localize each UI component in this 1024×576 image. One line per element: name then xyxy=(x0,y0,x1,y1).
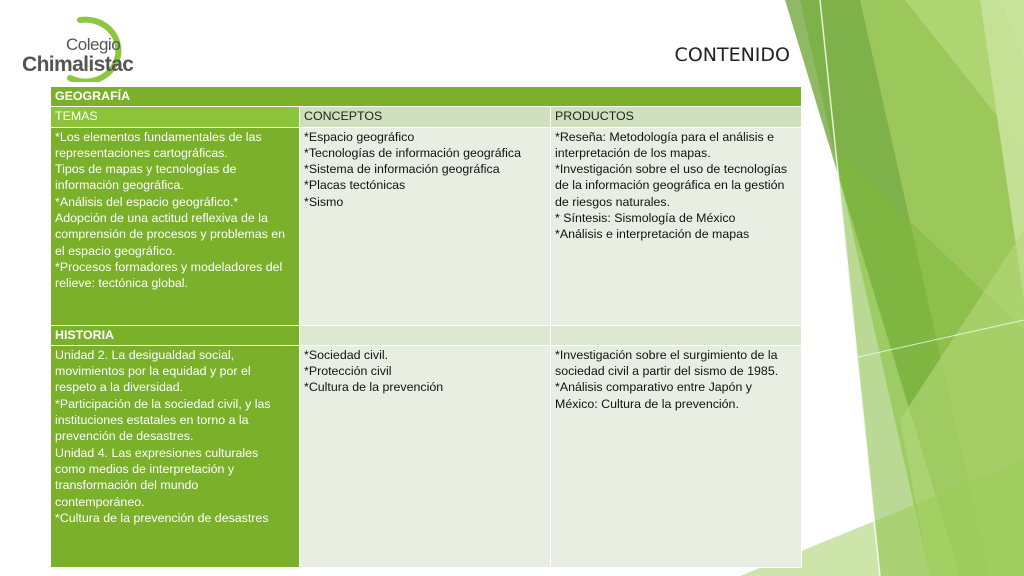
conceptos-line: *Sismo xyxy=(304,194,344,209)
conceptos-line: *Sociedad civil. xyxy=(304,347,389,362)
temas-line: *Participación de la sociedad civil, y las xyxy=(55,396,271,411)
temas-line: Tipos de mapas y tecnologías de xyxy=(55,162,237,177)
temas-line: prevención de desastres. xyxy=(55,429,194,444)
conceptos-line: *Tecnologías de información geográfica xyxy=(304,145,521,160)
header-productos: PRODUCTOS xyxy=(551,107,802,127)
geografia-productos-cell xyxy=(551,127,802,325)
logo-line-2: Chimalistac xyxy=(22,53,134,76)
historia-empty-cell xyxy=(300,325,551,345)
conceptos-line: *Cultura de la prevención xyxy=(304,380,444,395)
productos-line: *Reseña: Metodología para el análisis e xyxy=(555,129,775,144)
temas-line: movimientos por la equidad y por el xyxy=(55,364,251,379)
temas-line: contemporáneo. xyxy=(55,494,145,509)
geografia-temas-cell xyxy=(51,127,300,325)
slide-title: CONTENIDO xyxy=(674,44,790,66)
temas-line: respeto a la diversidad. xyxy=(55,380,184,395)
historia-content-row xyxy=(51,345,802,567)
productos-line: * Síntesis: Sismología de México xyxy=(555,211,736,226)
header-temas: TEMAS xyxy=(51,107,300,127)
conceptos-line: *Protección civil xyxy=(304,364,392,379)
temas-line: *Cultura de la prevención de desastres xyxy=(55,510,269,525)
section-label-geografia: GEOGRAFÍA xyxy=(51,87,802,107)
productos-line: sociedad civil a partir del sismo de 1985. xyxy=(555,364,779,379)
conceptos-line: *Placas tectónicas xyxy=(304,178,406,193)
historia-conceptos-cell xyxy=(300,345,551,567)
conceptos-line: *Espacio geográfico xyxy=(304,129,415,144)
geografia-conceptos-cell xyxy=(300,127,551,325)
temas-line: Adopción de una actitud reflexiva de la xyxy=(55,211,268,226)
historia-productos-cell xyxy=(551,345,802,567)
logo-line-1: Colegio xyxy=(66,35,121,54)
temas-line: relieve: tectónica global. xyxy=(55,276,188,291)
temas-line: Unidad 2. La desigualdad social, xyxy=(55,347,235,362)
temas-line: *Análisis del espacio geográfico.* xyxy=(55,194,239,209)
section-label-historia: HISTORIA xyxy=(51,325,300,345)
header-row xyxy=(51,107,802,127)
school-logo xyxy=(22,14,134,82)
productos-line: *Investigación sobre el surgimiento de la xyxy=(555,347,778,362)
productos-line: de la información geográfica en la gestión xyxy=(555,178,785,193)
temas-line: instituciones estatales en torno a la xyxy=(55,413,249,428)
temas-line: *Procesos formadores y modeladores del xyxy=(55,259,283,274)
productos-line: de riesgos naturales. xyxy=(555,194,671,209)
temas-line: comprensión de procesos y problemas en xyxy=(55,227,286,242)
productos-line: *Análisis e interpretación de mapas xyxy=(555,227,750,242)
temas-line: transformación del mundo xyxy=(55,478,199,493)
content-table xyxy=(50,86,802,568)
temas-line: información geográfica. xyxy=(55,178,184,193)
header-conceptos: CONCEPTOS xyxy=(300,107,551,127)
productos-line: México: Cultura de la prevención. xyxy=(555,396,739,411)
temas-line: *Los elementos fundamentales de las xyxy=(55,129,262,144)
temas-line: como medios de interpretación y xyxy=(55,461,235,476)
productos-line: *Investigación sobre el uso de tecnologías xyxy=(555,162,788,177)
productos-line: interpretación de los mapas. xyxy=(555,145,711,160)
historia-temas-cell xyxy=(51,345,300,567)
section-row-geografia xyxy=(51,87,802,107)
section-row-historia xyxy=(51,325,802,345)
historia-empty-cell xyxy=(551,325,802,345)
temas-line: representaciones cartográficas. xyxy=(55,145,228,160)
geografia-content-row xyxy=(51,127,802,325)
temas-line: el espacio geográfico. xyxy=(55,243,176,258)
temas-line: Unidad 4. Las expresiones culturales xyxy=(55,445,259,460)
productos-line: *Análisis comparativo entre Japón y xyxy=(555,380,752,395)
conceptos-line: *Sistema de información geográfica xyxy=(304,162,500,177)
